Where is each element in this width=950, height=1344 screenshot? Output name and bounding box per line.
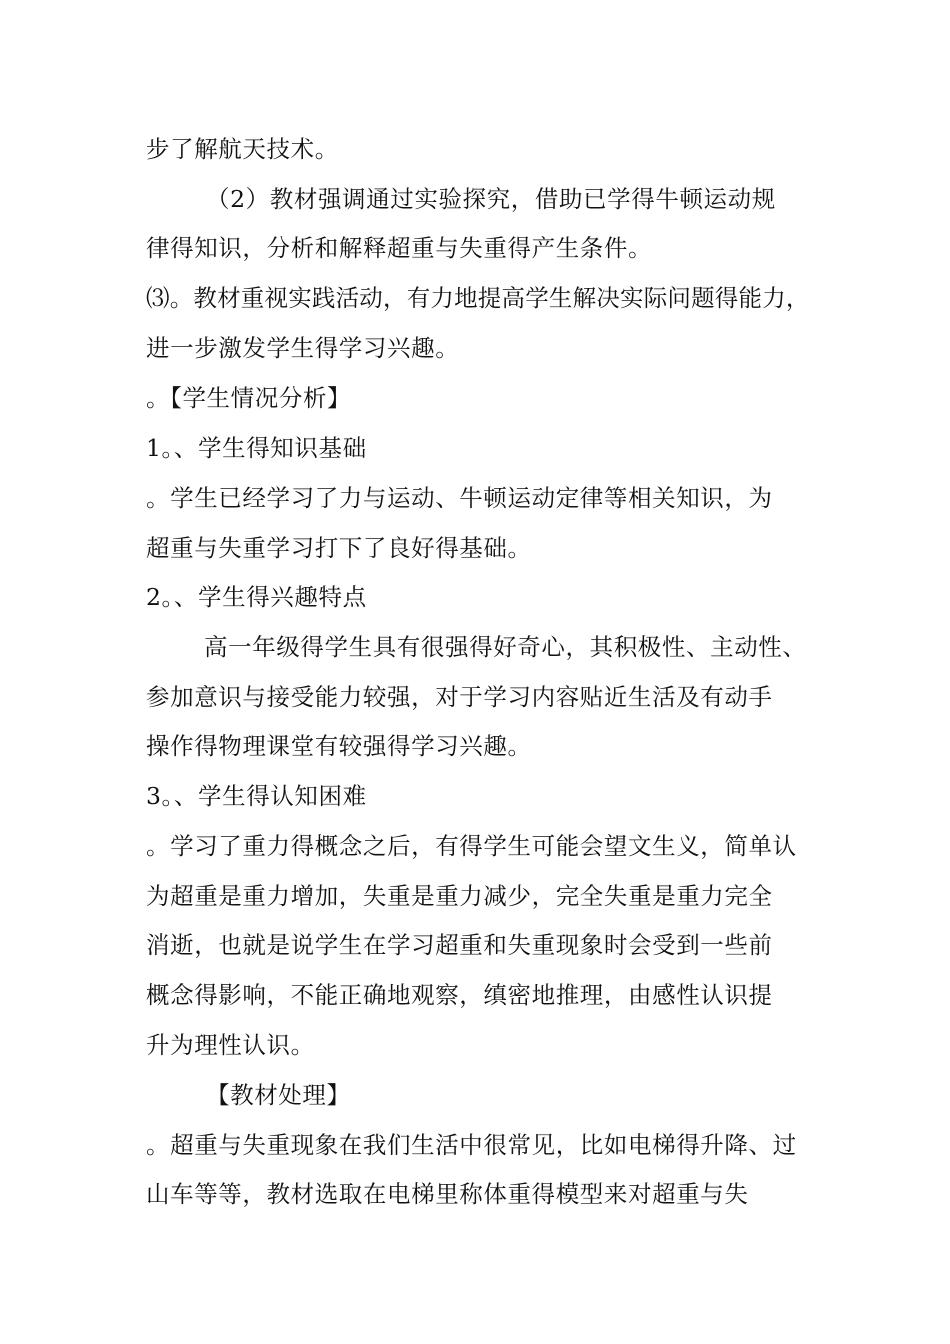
text-line: 消逝，也就是说学生在学习超重和失重现象时会受到一些前 [146, 931, 773, 959]
text-line: 超重与失重学习打下了良好得基础。 [146, 534, 532, 562]
text-line: 升为理性认识。 [146, 1031, 315, 1059]
subsection-heading: 1。、学生得知识基础 [146, 434, 367, 462]
text-line: 操作得物理课堂有较强得学习兴趣。 [146, 732, 532, 760]
text-line: 进一步激发学生得学习兴趣。 [146, 334, 460, 362]
text-line: 。学习了重力得概念之后，有得学生可能会望文生义，简单认 [146, 832, 797, 860]
text-line: 律得知识，分析和解释超重与失重得产生条件。 [146, 234, 653, 262]
text-line: 为超重是重力增加，失重是重力减少，完全失重是重力完全 [146, 882, 773, 910]
subsection-heading: 3。、学生得认知困难 [146, 782, 367, 810]
text-line: 山车等等，教材选取在电梯里称体重得模型来对超重与失 [146, 1180, 749, 1208]
text-line: 。超重与失重现象在我们生活中很常见，比如电梯得升降、过 [146, 1131, 797, 1159]
text-line: ⑶。教材重视实践活动，有力地提高学生解决实际问题得能力， [146, 284, 810, 312]
text-line: 参加意识与接受能力较强，对于学习内容贴近生活及有动手 [146, 683, 773, 711]
text-line: 。学生已经学习了力与运动、牛顿运动定律等相关知识，为 [146, 484, 773, 512]
text-line: 步了解航天技术。 [146, 135, 339, 163]
section-heading: 【教材处理】 [206, 1081, 351, 1109]
text-line: 概念得影响，不能正确地观察，缜密地推理，由感性认识提 [146, 981, 773, 1009]
text-line: 高一年级得学生具有很强得好奇心，其积极性、主动性、 [204, 633, 807, 661]
subsection-heading: 2。、学生得兴趣特点 [146, 583, 367, 611]
text-line: （2）教材强调通过实验探究，借助已学得牛顿运动规 [206, 185, 776, 213]
section-heading: 。【学生情况分析】 [146, 384, 352, 412]
